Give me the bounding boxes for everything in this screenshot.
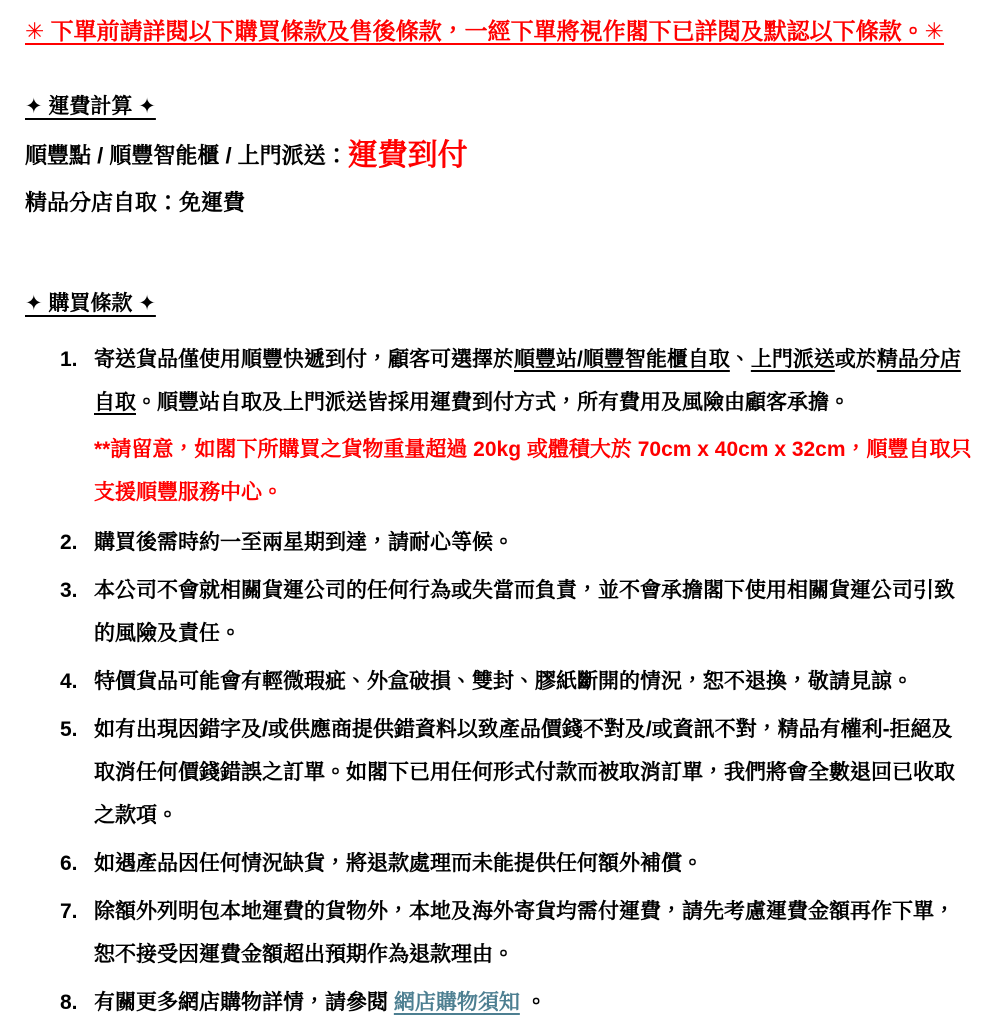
term-item-5	[60, 708, 973, 837]
top-notice-banner: ✳ 下單前請詳閱以下購買條款及售後條款，一經下單將視作閣下已詳閱及默認以下條款。✳	[25, 18, 944, 44]
term-segment: 或於	[834, 347, 877, 371]
term-text	[94, 981, 973, 1024]
term-text: 除額外列明包本地運費的貨物外，本地及海外寄貨均需付運費，請先考慮運費金額再作下單，恕不接受因運費金額超出預期作為退款理由。	[94, 899, 955, 966]
term-segment: 有關更多網店購物詳情，請參閱	[94, 990, 394, 1014]
term-segment: 寄送貨品僅使用順豐快遞到付，顧客可選擇於	[94, 347, 514, 371]
sf-station-locker-pickup-option: 順豐站/順豐智能櫃自取	[514, 347, 730, 371]
term-number: 5.	[60, 717, 78, 741]
purchase-terms-section	[25, 290, 973, 317]
shipping-section-heading: ✦ 運費計算 ✦	[25, 95, 156, 119]
store-pickup-line: 精品分店自取：免運費	[25, 190, 246, 216]
term-text: 如有出現因錯字及/或供應商提供錯資料以致產品價錢不對及/或資訊不對，精品有權利-拒絕及取消任何價錢錯誤之訂單。如閣下已用任何形式付款而被取消訂單，我們將會全數退回已收取之款項。	[94, 717, 955, 827]
term-content	[94, 569, 973, 655]
term-number: 4.	[60, 669, 78, 693]
term-segment: 。	[519, 990, 547, 1014]
term-text: 本公司不會就相關貨運公司的任何行為或失當而負責，並不會承擔閣下使用相關貨運公司引致的風險及責任。	[94, 578, 955, 645]
term-segment: 、	[729, 347, 751, 371]
term-number: 6.	[60, 851, 78, 875]
term-text: 購買後需時約一至兩星期到達，請耐心等候。	[94, 530, 514, 554]
term-text	[94, 338, 973, 424]
term-content	[94, 708, 973, 837]
term-item-1	[60, 338, 973, 516]
term-number: 2.	[60, 530, 78, 554]
shipping-pickup-label: 順豐點 / 順豐智能櫃 / 上門派送：	[25, 143, 348, 169]
term-number: 3.	[60, 578, 78, 602]
shipping-cod-value: 運費到付	[347, 139, 468, 173]
term-text: 如遇產品因任何情況缺貨，將退款處理而未能提供任何額外補償。	[94, 851, 703, 875]
term-item-4	[60, 660, 973, 703]
term-item-2	[60, 521, 973, 564]
term-number: 8.	[60, 990, 78, 1014]
term-item-8	[60, 981, 973, 1024]
term-item-6	[60, 842, 973, 885]
weight-size-limit-note: **請留意，如閣下所購買之貨物重量超過 20kg 或體積大於 70cm x 40cm x 32cm，順豐自取只支援順豐服務中心。	[94, 437, 972, 504]
term-number: 7.	[60, 899, 78, 923]
term-item-7	[60, 890, 973, 976]
shipping-section	[25, 93, 973, 120]
term-segment: 。順豐站自取及上門派送皆採用運費到付方式，所有費用及風險由顧客承擔。	[136, 390, 850, 414]
term-text: 特價貨品可能會有輕微瑕疵、外盒破損、雙封、膠紙斷開的情況，恕不退換，敬請見諒。	[94, 669, 913, 693]
term-content	[94, 842, 973, 885]
terms-list	[25, 338, 973, 1024]
term-content	[94, 890, 973, 976]
shipping-pickup-line	[25, 136, 973, 176]
door-delivery-option: 上門派送	[750, 347, 835, 371]
store-pickup-option: 精品分店自取	[94, 347, 961, 414]
term-content	[94, 521, 973, 564]
store-shopping-guide-link[interactable]: 網店購物須知	[393, 990, 520, 1014]
term-number: 1.	[60, 347, 78, 371]
term-content	[94, 338, 973, 516]
term-item-3	[60, 569, 973, 655]
term-content	[94, 660, 973, 703]
purchase-terms-heading: ✦ 購買條款 ✦	[25, 292, 156, 316]
term-content	[94, 981, 973, 1024]
